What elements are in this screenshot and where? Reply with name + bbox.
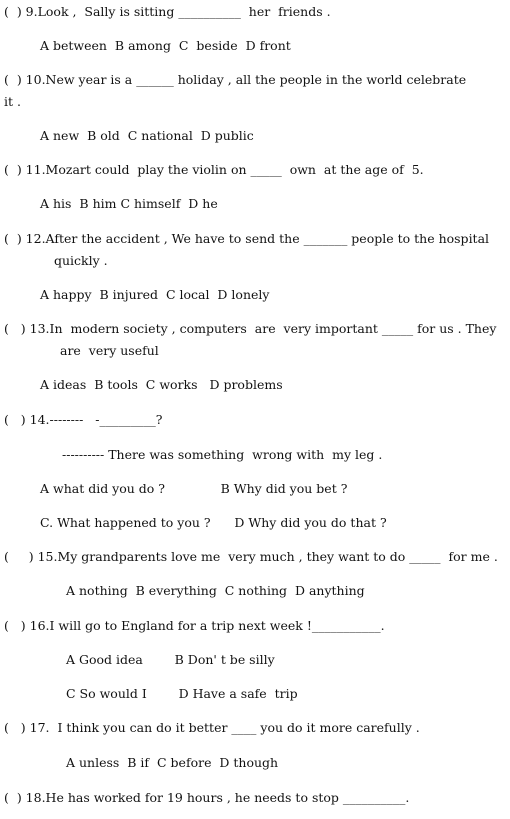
- question-13-stem: ( ) 13.In modern society , computers are very important _____ for us . They: [4, 321, 497, 336]
- question-10-stem-cont: it .: [4, 94, 21, 109]
- question-12-stem-cont: quickly .: [54, 253, 108, 268]
- question-18-stem: ( ) 18.He has worked for 19 hours , he needs to stop __________.: [4, 790, 410, 805]
- question-15-options: A nothing B everything C nothing D anything: [66, 583, 365, 598]
- question-14-stem: ( ) 14.-------- -_________?: [4, 412, 163, 427]
- question-10-options: A new B old C national D public: [40, 128, 254, 143]
- question-13-options: A ideas B tools C works D problems: [40, 377, 283, 392]
- question-14-dialogue: ---------- There was something wrong with my leg .: [62, 447, 383, 462]
- question-12-stem: ( ) 12.After the accident , We have to send the _______ people to the hospital: [4, 231, 490, 246]
- question-10-stem: ( ) 10.New year is a ______ holiday , all the people in the world celebrate: [4, 72, 467, 87]
- question-14-options-1: A what did you do ? B Why did you bet ?: [40, 481, 348, 496]
- question-9-options: A between B among C beside D front: [40, 38, 291, 53]
- question-17-stem: ( ) 17. I think you can do it better ____ you do it more carefully .: [4, 720, 420, 735]
- question-12-options: A happy B injured C local D lonely: [40, 287, 270, 302]
- question-15-stem: ( ) 15.My grandparents love me very much , they want to do _____ for me .: [4, 549, 498, 564]
- question-14-options-2: C. What happened to you ? D Why did you do that ?: [40, 515, 387, 530]
- question-16-options-1: A Good idea B Don' t be silly: [66, 652, 275, 667]
- question-16-options-2: C So would I D Have a safe trip: [66, 686, 298, 701]
- question-11-stem: ( ) 11.Mozart could play the violin on _____ own at the age of 5.: [4, 162, 424, 177]
- question-13-stem-cont: are very useful: [60, 343, 159, 358]
- question-17-options: A unless B if C before D though: [66, 755, 279, 770]
- question-9-stem: ( ) 9.Look , Sally is sitting __________ her friends .: [4, 4, 331, 19]
- question-11-options: A his B him C himself D he: [40, 196, 218, 211]
- question-16-stem: ( ) 16.I will go to England for a trip next week !___________.: [4, 618, 385, 633]
